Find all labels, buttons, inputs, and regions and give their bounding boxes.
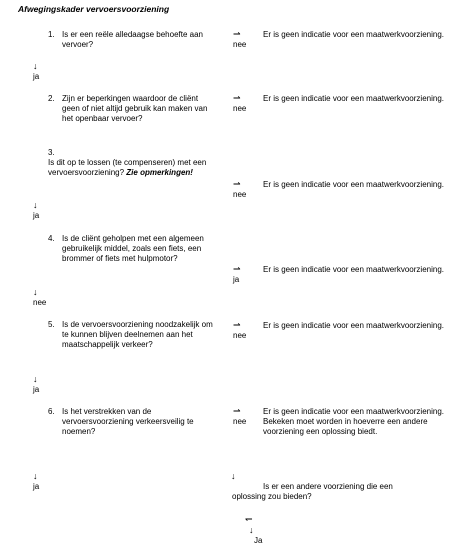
down-arrow-icon: ↓ (33, 200, 38, 210)
question-text: Is de cliënt geholpen met een algemeen gebruikelijk middel, zoals een fiets, een brommer of fiets met hulpmotor? (62, 234, 204, 264)
answer-side-4: ja (233, 275, 240, 284)
right-arrow-icon: ⇀ (233, 264, 241, 274)
question-5 (48, 320, 218, 351)
right-arrow-icon: ⇀ (233, 179, 241, 189)
question-number: 2. (48, 94, 55, 103)
question-number: 4. (48, 234, 55, 243)
right-arrow-icon: ⇀ (233, 320, 241, 330)
down-arrow-icon: ↓ (231, 471, 236, 481)
down-arrow-icon: ↓ (249, 525, 254, 535)
final-answer: Ja (254, 536, 263, 545)
question-number: 3. (48, 148, 55, 157)
answer-side-5: nee (233, 331, 247, 340)
final-question: Is er een andere voorziening die een oplossing zou bieden? (232, 482, 393, 502)
question-text: Is dit op te lossen (te compenseren) met een vervoersvoorziening? (48, 158, 207, 178)
result-3: Er is geen indicatie voor een maatwerkvoorziening. (263, 180, 444, 189)
result-6: Er is geen indicatie voor een maatwerkvoorziening. Bekeken moet worden in hoeverre een andere voorziening een oplossing biedt. (263, 407, 444, 437)
answer-down-3: nee (33, 298, 47, 307)
right-arrow-icon: ⇀ (233, 406, 241, 416)
down-arrow-icon: ↓ (33, 287, 38, 297)
question-number: 1. (48, 30, 55, 39)
question-number: 6. (48, 407, 55, 416)
down-arrow-icon: ↓ (33, 61, 38, 71)
result-1: Er is geen indicatie voor een maatwerkvoorziening. (263, 30, 444, 39)
question-emphasis: Zie opmerkingen! (126, 168, 193, 178)
right-arrow-icon: ⇀ (233, 93, 241, 103)
answer-side-1: nee (233, 40, 247, 49)
question-4 (48, 234, 218, 265)
answer-down-5: ja (33, 482, 40, 491)
result-5: Er is geen indicatie voor een maatwerkvoorziening. (263, 321, 444, 330)
question-text: Zijn er beperkingen waardoor de cliënt geen of niet altijd gebruik kan maken van het openbaar vervoer? (62, 94, 208, 124)
question-number: 5. (48, 320, 55, 329)
right-arrow-icon: ⇀ (233, 29, 241, 39)
question-2 (48, 94, 218, 125)
question-text: Is er een reële alledaagse behoefte aan vervoer? (62, 30, 203, 50)
answer-down-4: ja (33, 385, 40, 394)
result-2: Er is geen indicatie voor een maatwerkvoorziening. (263, 94, 444, 103)
result-4: Er is geen indicatie voor een maatwerkvoorziening. (263, 265, 444, 274)
answer-side-3: nee (233, 190, 247, 199)
down-arrow-icon: ↓ (33, 471, 38, 481)
answer-down-2: ja (33, 211, 40, 220)
question-1 (48, 30, 218, 50)
answer-down-1: ja (33, 72, 40, 81)
question-6 (48, 407, 218, 438)
question-text: Is het verstrekken van de vervoersvoorziening verkeersveilig te noemen? (62, 407, 194, 437)
question-text: Is de vervoersvoorziening noodzakelijk om te kunnen blijven deelnemen aan het maatschappelijk verkeer? (62, 320, 213, 350)
page-title: Afwegingskader vervoersvoorziening (18, 4, 170, 14)
answer-side-2: nee (233, 104, 247, 113)
answer-side-6: nee (233, 417, 247, 426)
question-3 (48, 148, 223, 179)
down-arrow-icon: ↓ (33, 374, 38, 384)
left-arrow-icon: ↽ (245, 514, 253, 524)
